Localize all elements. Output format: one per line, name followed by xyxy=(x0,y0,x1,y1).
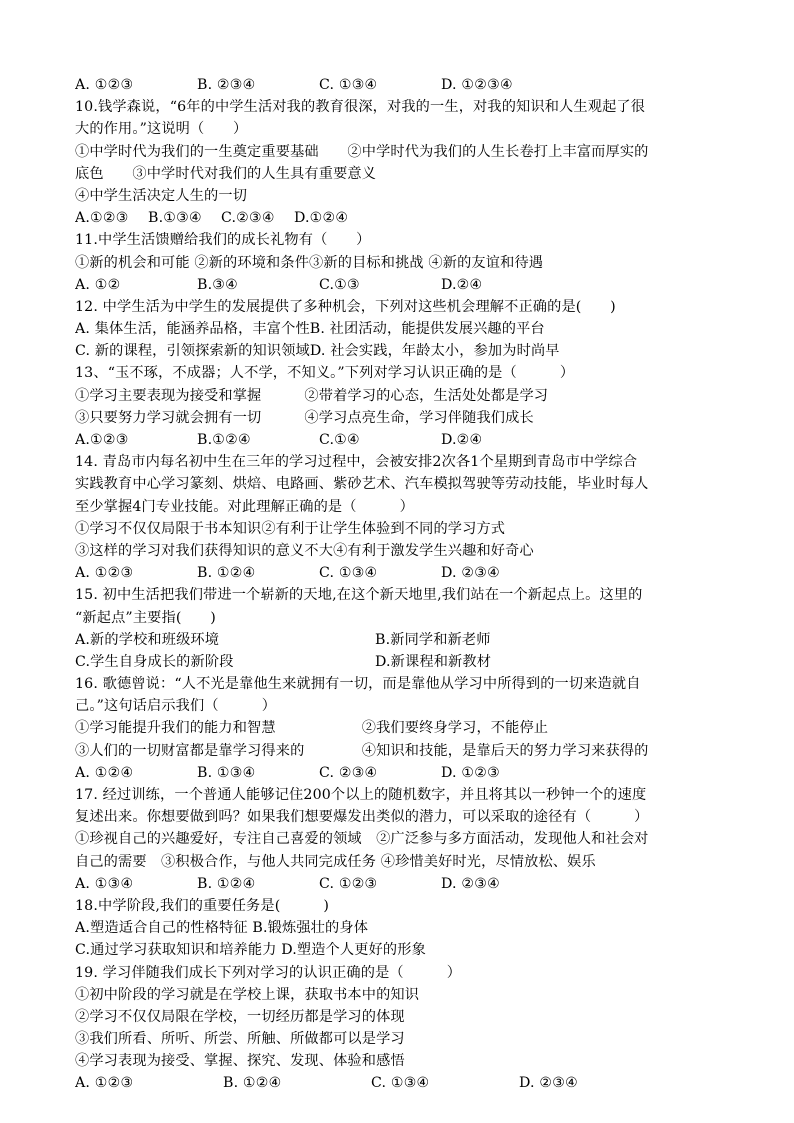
text-line: 己。”这句话启示我们（ ） xyxy=(75,698,277,715)
option-label: C.①③ xyxy=(319,276,360,293)
text-line: ①珍视自己的兴趣爱好，专注自己喜爱的领域 ②广泛参与多方面活动，发现他人和社会对 xyxy=(75,831,649,848)
answer-options xyxy=(75,762,734,784)
text-line: 15. 初中生活把我们带进一个崭新的天地,在这个新天地里,我们站在一个新起点上。这里的 xyxy=(75,587,643,604)
option-label: C. ②③④ xyxy=(319,764,378,781)
answer-options xyxy=(75,629,734,651)
option-label: B. ①③④ xyxy=(197,764,256,781)
option-label: A. ①②③ xyxy=(75,565,134,582)
answer-options xyxy=(75,429,734,451)
text-line: ④学习表现为接受、掌握、探究、发现、体验和感悟 xyxy=(75,1053,405,1070)
text-line: ①初中阶段的学习就是在学校上课，获取书本中的知识 xyxy=(75,986,420,1003)
option-label: D. ②③④ xyxy=(519,1075,578,1092)
option-label: C.①④ xyxy=(319,432,360,448)
text-line: 复述出来。你想要做到吗？如果我们想要爆发出类似的潜力，可以采取的途径有（ ） xyxy=(75,809,649,826)
text-line: ③我们所看、所听、所尝、所触、所做都可以是学习 xyxy=(75,1031,405,1048)
option-label: D.②④ xyxy=(441,276,483,293)
answer-options xyxy=(75,207,734,229)
option-label: B.③④ xyxy=(197,276,238,293)
option-label: A. ①②③ xyxy=(75,77,134,93)
text-line: ②学习不仅仅局限在学校，一切经历都是学习的体现 xyxy=(75,1008,405,1025)
text-line: ①中学时代为我们的一生奠定重要基础 ②中学时代为我们的人生长卷打上丰富而厚实的 xyxy=(75,143,649,160)
option-label: C. ①③④ xyxy=(319,77,378,93)
text-line: 自己的需要 ③积极合作，与他人共同完成任务 ④珍惜美好时光，尽情放松、娱乐 xyxy=(75,853,596,870)
text-line: 16. 歌德曾说：“人不光是靠他生来就拥有一切，而是靠他从学习中所得到的一切来造就自 xyxy=(75,676,641,693)
text-line: 至少掌握4门专业技能。对此理解正确的是（ ） xyxy=(75,498,414,515)
answer-options xyxy=(75,274,734,296)
text-line: 11.中学生活馈赠给我们的成长礼物有（ ） xyxy=(75,232,371,249)
text-line: ①学习主要表现为接受和掌握 ②带着学习的心态，生活处处都是学习 xyxy=(75,387,549,404)
option-label: B.①③④ xyxy=(148,210,202,227)
text-line: 14. 青岛市内每名初中生在三年的学习过程中，会被安排2次各1个星期到青岛市中学综合 xyxy=(75,454,638,471)
option-label: A.①②③ xyxy=(75,210,129,227)
text-line: C.通过学习获取知识和培养能力 D.塑造个人更好的形象 xyxy=(75,942,426,959)
answer-options xyxy=(75,562,734,584)
option-label: B. ①②④ xyxy=(197,565,256,582)
option-label: B.①②④ xyxy=(197,432,251,448)
text-line: 13、“玉不琢，不成器；人不学，不知义。”下列对学习认识正确的是（ ） xyxy=(75,365,575,382)
text-line: 实践教育中心学习篆刻、烘焙、电路画、紫砂艺术、汽车模拟驾驶等劳动技能，毕业时每人 xyxy=(75,476,649,493)
text-line: “新起点”主要指( ) xyxy=(75,609,216,626)
text-line: ①学习能提升我们的能力和智慧 ②我们要终身学习，不能停止 xyxy=(75,720,549,737)
text-line: 18.中学阶段,我们的重要任务是( ) xyxy=(75,897,330,914)
option-label: A.新的学校和班级环境 xyxy=(75,631,220,648)
answer-options xyxy=(75,74,734,96)
text-line: 大的作用。”这说明（ ） xyxy=(75,121,248,138)
option-label: A. ①②④ xyxy=(75,764,134,781)
option-label: D.①②④ xyxy=(294,210,349,227)
option-label: B. ①②④ xyxy=(223,1075,282,1092)
text-line: ③只要努力学习就会拥有一切 ④学习点亮生命，学习伴随我们成长 xyxy=(75,409,534,426)
text-line: ③人们的一切财富都是靠学习得来的 ④知识和技能，是靠后天的努力学习来获得的 xyxy=(75,742,649,759)
option-label: C. ①③④ xyxy=(319,565,378,582)
text-line: ①学习不仅仅局限于书本知识②有利于让学生体验到不同的学习方式 xyxy=(75,520,506,537)
option-label: D. ①②③ xyxy=(441,764,500,781)
option-label: D. ②③④ xyxy=(441,565,500,582)
text-line: C. 新的课程，引领探索新的知识领域D. 社会实践，年龄太小，参加为时尚早 xyxy=(75,343,560,360)
option-label: C. ①②③ xyxy=(319,875,378,892)
answer-options xyxy=(75,1072,734,1094)
option-label: D. ②③④ xyxy=(441,875,500,892)
option-label: B. ②③④ xyxy=(197,77,256,93)
text-line: A.塑造适合自己的性格特征 B.锻炼强壮的身体 xyxy=(75,920,369,937)
option-label: D.新课程和新教材 xyxy=(375,653,492,670)
answer-options xyxy=(75,873,734,895)
option-label: A. ①② xyxy=(75,276,121,293)
text-line: 17. 经过训练，一个普通人能够记住200个以上的随机数字，并且将其以一秒钟一个的速度 xyxy=(75,787,647,803)
answer-options xyxy=(75,651,734,673)
option-label: D. ①②③④ xyxy=(441,77,513,93)
option-label: D.②④ xyxy=(441,432,483,448)
text-line: 19. 学习伴随我们成长下列对学习的认识正确的是（ ） xyxy=(75,964,462,981)
option-label: C.②③④ xyxy=(221,210,275,227)
option-label: C. ①③④ xyxy=(371,1075,430,1092)
option-label: A. ①③④ xyxy=(75,875,134,892)
text-line: ③这样的学习对我们获得知识的意义不大④有利于激发学生兴趣和好奇心 xyxy=(75,542,534,559)
option-label: C.学生自身成长的新阶段 xyxy=(75,653,234,670)
text-line: ①新的机会和可能 ②新的环境和条件③新的目标和挑战 ④新的友谊和待遇 xyxy=(75,254,544,271)
option-label: A.①②③ xyxy=(75,432,129,448)
option-label: A. ①②③ xyxy=(75,1075,134,1092)
option-label: B.新同学和新老师 xyxy=(375,631,491,648)
option-label: B. ①②④ xyxy=(197,875,256,892)
text-line: 12. 中学生活为中学生的发展提供了多种机会，下列对这些机会理解不正确的是( ) xyxy=(75,298,616,315)
text-line: A. 集体生活，能涵养品格，丰富个性B. 社团活动，能提供发展兴趣的平台 xyxy=(75,321,545,338)
text-line: ④中学生活决定人生的一切 xyxy=(75,187,248,204)
text-line: 10.钱学森说，“6年的中学生活对我的教育很深，对我的一生，对我的知识和人生观起了很 xyxy=(75,99,646,116)
text-line: 底色 ③中学时代对我们的人生具有重要意义 xyxy=(75,165,377,182)
